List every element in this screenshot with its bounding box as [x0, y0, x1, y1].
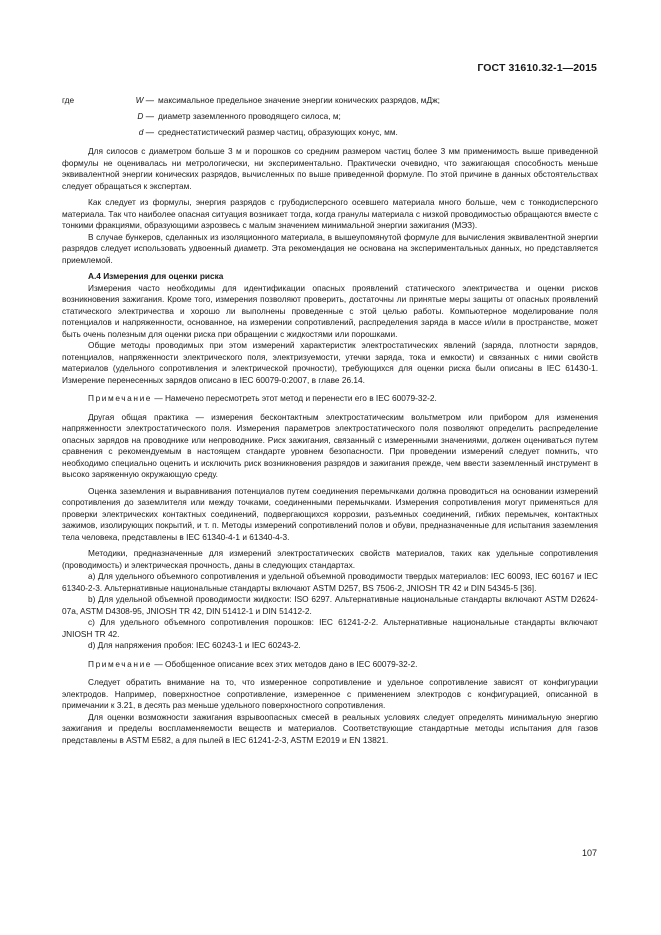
page-number: 107 — [581, 848, 597, 858]
paragraph: Следует обратить внимание на то, что измеренное сопротивление и удельное сопротивление зависят от конфигурации электродов. Например, поверхностное сопротивление, измеренное с применением электродов с конфигурацией, описанной в примечании к 3.21, в десять раз меньше удельного поверхностного сопротивления. — [62, 677, 598, 710]
paragraph: Измерения часто необходимы для идентификации опасных проявлений статического электричества и оценки рисков возникновения зажигания. Кроме того, измерения позволяют проверить, достаточны ли принятые меры защиты от опасных проявлений статического электричества и хорошо ли выполнены проведенные с этой целью работы. Компьютерное моделирование поля потенциалов и напряженности, основанное, на измерении сопротивлений, распределения заряда в массе и/или в пространстве, может быть очень полезным для оценки риска при обращении с жидкостями или порошками. — [62, 282, 598, 339]
paragraph: Другая общая практика — измерения бесконтактным электростатическим вольтметром или прибором для изменения напряженности электростатического поля. Измерения параметров электростатического поля позволяют определить распределение опасных зарядов на проводнике или непроводнике. Риск зажигания, связанный с измеренными значениями, должен оцениваться путем сравнения с рекомендуемым в настоящем стандарте уровнем безопасности. При проведении измерений следует помнить, что необходимо специально оценить и исключить риск возникновения разрядов и зажигания прежде, чем ввести заземленный инструмент в высоко заряженную окружающую среду. — [62, 411, 598, 479]
definition-row — [62, 108, 602, 124]
definition-row — [62, 124, 602, 140]
body-text — [62, 146, 598, 746]
definition-description: максимальное предельное значение энергии конических разрядов, мДж; — [158, 95, 440, 105]
section-heading: А.4 Измерения для оценки риска — [88, 271, 224, 281]
list-item: d) Для напряжения пробоя: IEC 60243-1 и IEC 60243-2. — [88, 640, 301, 650]
paragraph: Для силосов с диаметром больше 3 м и порошков со средним размером частиц более 3 мм применимость выше приведенной формулы не оценивалась ни метрологически, ни экспериментально. Практически очевидно, что зажигающая способность меньше эквивалентной энергии конических разрядов, вычисленных по выше приведенной формуле. По этой причине в данных обстоятельствах следует обращаться к экспертам. — [62, 146, 598, 191]
list-item: b) Для удельной объемной проводимости жидкости: ISO 6297. Альтернативные национальные стандарты включают ASTM D2624-07a, ASTM D4308-95, JNIOSH TR 42, DIN 51412-1 и DIN 51412-2. — [62, 594, 598, 616]
note — [62, 659, 598, 671]
note-label: Примечание — [88, 658, 153, 669]
definition-term: d — — [138, 127, 154, 137]
list-item: a) Для удельного объемного сопротивления и удельной объемной проводимости твердых материалов: IEC 60093, IEC 60167 и IEC 61340-2-3. Альтернативные национальные стандарты включают ASTM D257, BS 7506-2, JNIOSH TR 42 и DIN 54345-5 [36]. — [62, 571, 598, 593]
note — [62, 393, 598, 405]
definition-term: D — — [137, 111, 154, 121]
paragraph: Оценка заземления и выравнивания потенциалов путем соединения перемычками должна проводиться на основании измерений сопротивления до заземлителя или между точками, соединенными перемычками. Измерения сопротивления могут применяться для проверки электрических контактных соединений, подвергающихся коррозии, разъемных соединений, гибких перемычек, контактных зажимов, изолирующих покрытий, и т. п. Методы измерений сопротивлений полов и обуви, предназначенные для испытания заземления тела человека, представлены в IEC 61340-4-1 и 61340-4-3. — [62, 485, 598, 542]
definition-row — [62, 92, 602, 108]
definition-description: среднестатистический размер частиц, образующих конус, мм. — [158, 127, 398, 137]
note-label: Примечание — [88, 393, 153, 403]
note-text: — Обобщенное описание всех этих методов дано в IEC 60079-32-2. — [152, 658, 418, 669]
note-text: — Намечено пересмотреть этот метод и перенести его в IEC 60079-32-2. — [152, 393, 437, 403]
where-label: где — [62, 95, 75, 105]
paragraph: Как следует из формулы, энергия разрядов с грубодисперсного осевшего материала много больше, чем с тонкодисперсного материала. Так что наиболее опасная ситуация возникает тогда, когда гранулы материала с низкой проводимостью обращаются вместе с тонкими фракциями, образующими аэрозвесь с малым значением минимальной энергии зажигания (МЭЗ). — [62, 197, 598, 230]
document-code-header: ГОСТ 31610.32-1—2015 — [477, 62, 597, 74]
paragraph: Для оценки возможности зажигания взрывоопасных смесей в реальных условиях следует определять минимальную энергию зажигания и пределы воспламеняемости веществ и материалов. Соответствующие стандартные методы испытания для газов представлены в ASTM E582, а для пылей в IEC 61241-2-3, ASTM E2019 и EN 13821. — [62, 711, 598, 745]
definition-term: W — — [135, 95, 154, 105]
formula-definitions — [62, 92, 602, 140]
definition-description: диаметр заземленного проводящего силоса, м; — [158, 111, 341, 121]
paragraph: В случае бункеров, сделанных из изоляционного материала, в вышеупомянутой формуле для вычисления эквивалентной энергии разрядов следует использовать удвоенный диаметр. Эта рекомендация не основана на экспериментальных данных, но представляется приемлемой. — [62, 231, 598, 265]
paragraph: Методики, предназначенные для измерений электростатических свойств материалов, таких как удельные сопротивления (проводимость) и электрическая прочность, даны в следующих стандартах. — [62, 548, 598, 570]
paragraph: Общие методы проводимых при этом измерений характеристик электростатических явлений (заряда, плотности зарядов, потенциалов, напряженности электрического поля, электризуемости, утечки заряда, тока и емкости) и связанных с ними свойств материалов (удельного сопротивления и электрической прочности), требующихся для оценки риска были описаны в IEC 61430-1. Измерение перенесенных зарядов описано в IEC 60079-0:2007, в главе 26.14. — [62, 340, 598, 385]
list-item: c) Для удельного объемного сопротивления порошков: IEC 61241-2-2. Альтернативные национальные стандарты включают JNIOSH TR 42. — [62, 617, 598, 639]
